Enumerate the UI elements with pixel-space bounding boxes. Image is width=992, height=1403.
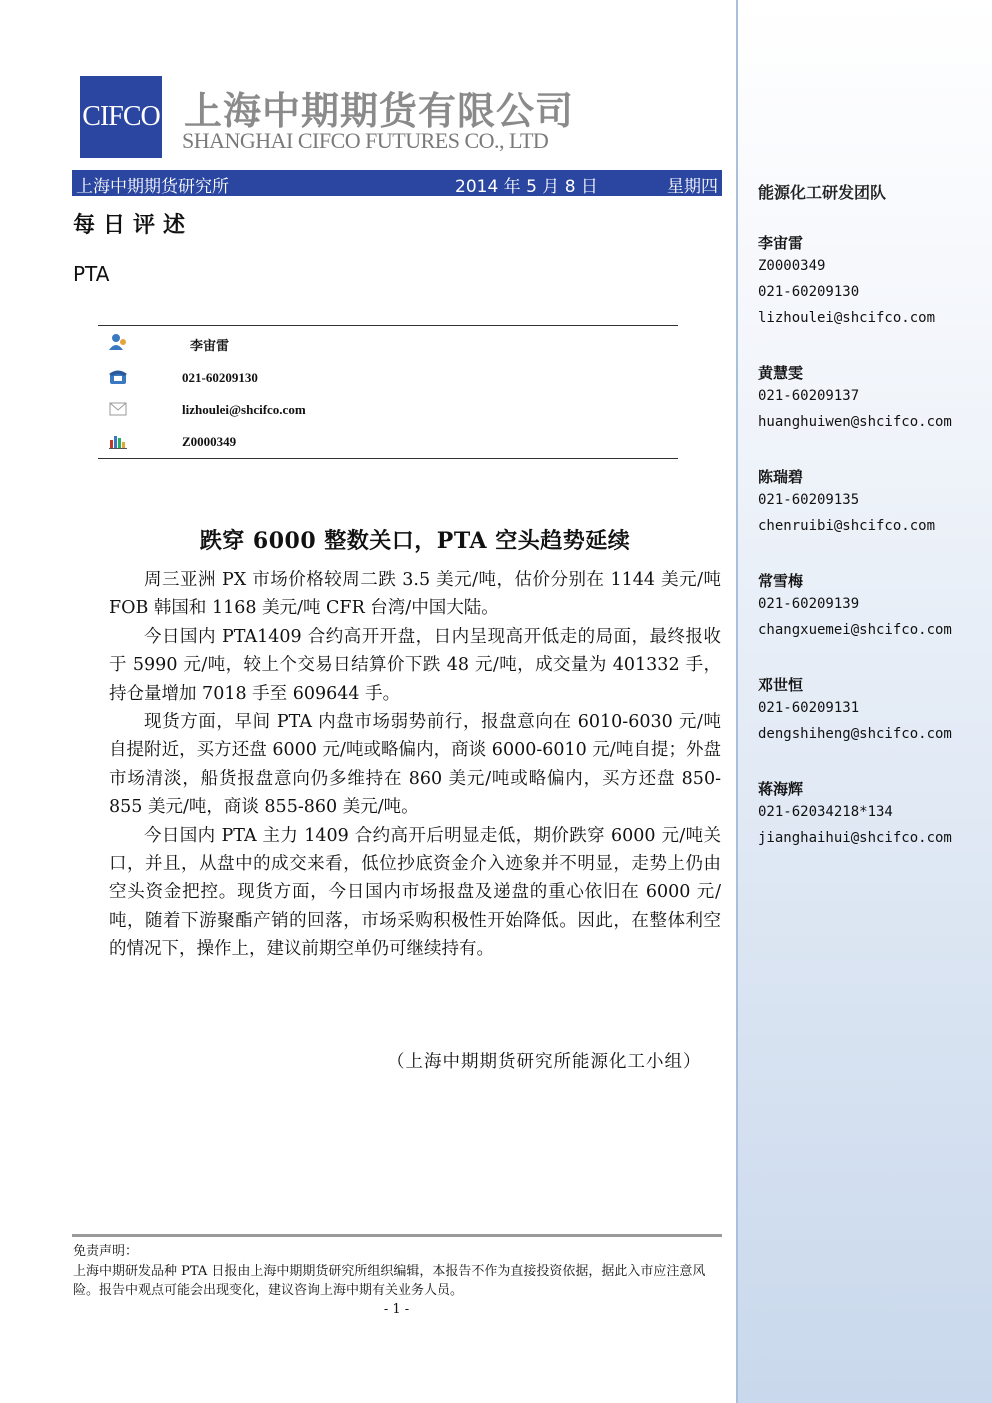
member-phone: 021-60209130 (758, 284, 860, 300)
product-name: PTA (73, 262, 110, 286)
banner-date: 2014 年 5 月 8 日 (455, 177, 598, 197)
member-email[interactable]: dengshiheng@shcifco.com (758, 726, 952, 742)
section-title: 每日评述 (73, 212, 194, 238)
member-email[interactable]: huanghuiwen@shcifco.com (758, 414, 952, 430)
header-banner (72, 170, 722, 196)
member-email[interactable]: chenruibi@shcifco.com (758, 518, 936, 534)
disclaimer-text: 上海中期研发品种 PTA 日报由上海中期期货研究所组织编辑，本报告不作为直接投资依据，据此入市应注意风险。报告中观点可能会出现变化，建议咨询上海中期有关业务人员。 (73, 1263, 706, 1298)
member-phone: 021-60209137 (758, 388, 860, 404)
banner-weekday: 星期四 (667, 177, 718, 197)
member-name: 李宙雷 (758, 234, 804, 252)
member-name: 黄慧雯 (758, 364, 804, 382)
analyst-name: 李宙雷 (190, 338, 230, 353)
team-member (758, 362, 952, 440)
team-member (758, 778, 952, 856)
footer-divider (72, 1234, 722, 1237)
article-paragraph: 周三亚洲 PX 市场价格较周二跌 3.5 美元/吨，估价分别在 1144 美元/吨 FOB 韩国和 1168 美元/吨 CFR 台湾/中国大陆。 (109, 570, 721, 619)
banner-org: 上海中期期货研究所 (76, 177, 229, 197)
article-paragraph: 今日国内 PTA1409 合约高开开盘，日内呈现高开低走的局面，最终报收于 5990 元/吨，较上个交易日结算价下跌 48 元/吨，成交量为 401332 手，持仓量增加 7018 手至 609644 手。 (109, 626, 721, 704)
article-body (109, 566, 721, 964)
member-name: 蒋海辉 (758, 780, 804, 798)
member-name: 常雪梅 (758, 572, 804, 590)
article-headline: 跌穿 6000 整数关口，PTA 空头趋势延续 (199, 528, 631, 554)
article-paragraph: 现货方面，早间 PTA 内盘市场弱势前行，报盘意向在 6010-6030 元/吨自提附近，买方还盘 6000 元/吨或略偏内，商谈 6000-6010 元/吨自提；外盘市场清淡，船货报盘意向仍多维持在 860 美元/吨或略偏内，买方还盘 850-855 美元/吨，商谈 855-860 美元/吨。 (109, 712, 721, 818)
member-phone: 021-60209131 (758, 700, 860, 716)
member-name: 陈瑞碧 (758, 468, 804, 486)
article-signature: （上海中期期货研究所能源化工小组） (387, 1052, 702, 1072)
company-logo: CIFCO (80, 76, 162, 158)
analyst-contact-box (98, 325, 678, 459)
team-title: 能源化工研发团队 (758, 183, 887, 202)
chart-icon (108, 432, 128, 450)
team-member (758, 570, 952, 648)
member-name: 邓世恒 (758, 676, 804, 694)
team-member (758, 232, 935, 336)
article-paragraph: 今日国内 PTA 主力 1409 合约高开后明显走低，期价跌穿 6000 元/吨关口，并且，从盘中的成交来看，低位抄底资金介入迹象并不明显，走势上仍由空头资金把控。现货方面，今日国内市场报盘及递盘的重心依旧在 6000 元/吨，随着下游聚酯产销的回落，市场采购积极性开始降低。因此，在整体利空的情况下，操作上，建议前期空单仍可继续持有。 (109, 825, 721, 960)
company-name-en: SHANGHAI CIFCO FUTURES CO., LTD (182, 128, 549, 153)
member-phone: 021-62034218*134 (758, 804, 893, 820)
mail-icon (108, 400, 128, 418)
member-phone: 021-60209139 (758, 596, 860, 612)
page-number: - 1 - (383, 1302, 410, 1317)
phone-icon (108, 368, 128, 386)
member-license: Z0000349 (758, 258, 826, 274)
disclaimer (73, 1242, 723, 1301)
company-name-cn: 上海中期期货有限公司 (184, 89, 575, 133)
analyst-license: Z0000349 (182, 434, 237, 449)
team-member (758, 674, 952, 752)
member-email[interactable]: jianghaihui@shcifco.com (758, 830, 952, 846)
member-email[interactable]: lizhoulei@shcifco.com (758, 310, 936, 326)
person-icon (108, 333, 128, 351)
member-phone: 021-60209135 (758, 492, 860, 508)
disclaimer-title: 免责声明： (73, 1244, 139, 1259)
analyst-phone: 021-60209130 (182, 370, 258, 385)
member-email[interactable]: changxuemei@shcifco.com (758, 622, 952, 638)
analyst-email[interactable]: lizhoulei@shcifco.com (182, 402, 306, 417)
